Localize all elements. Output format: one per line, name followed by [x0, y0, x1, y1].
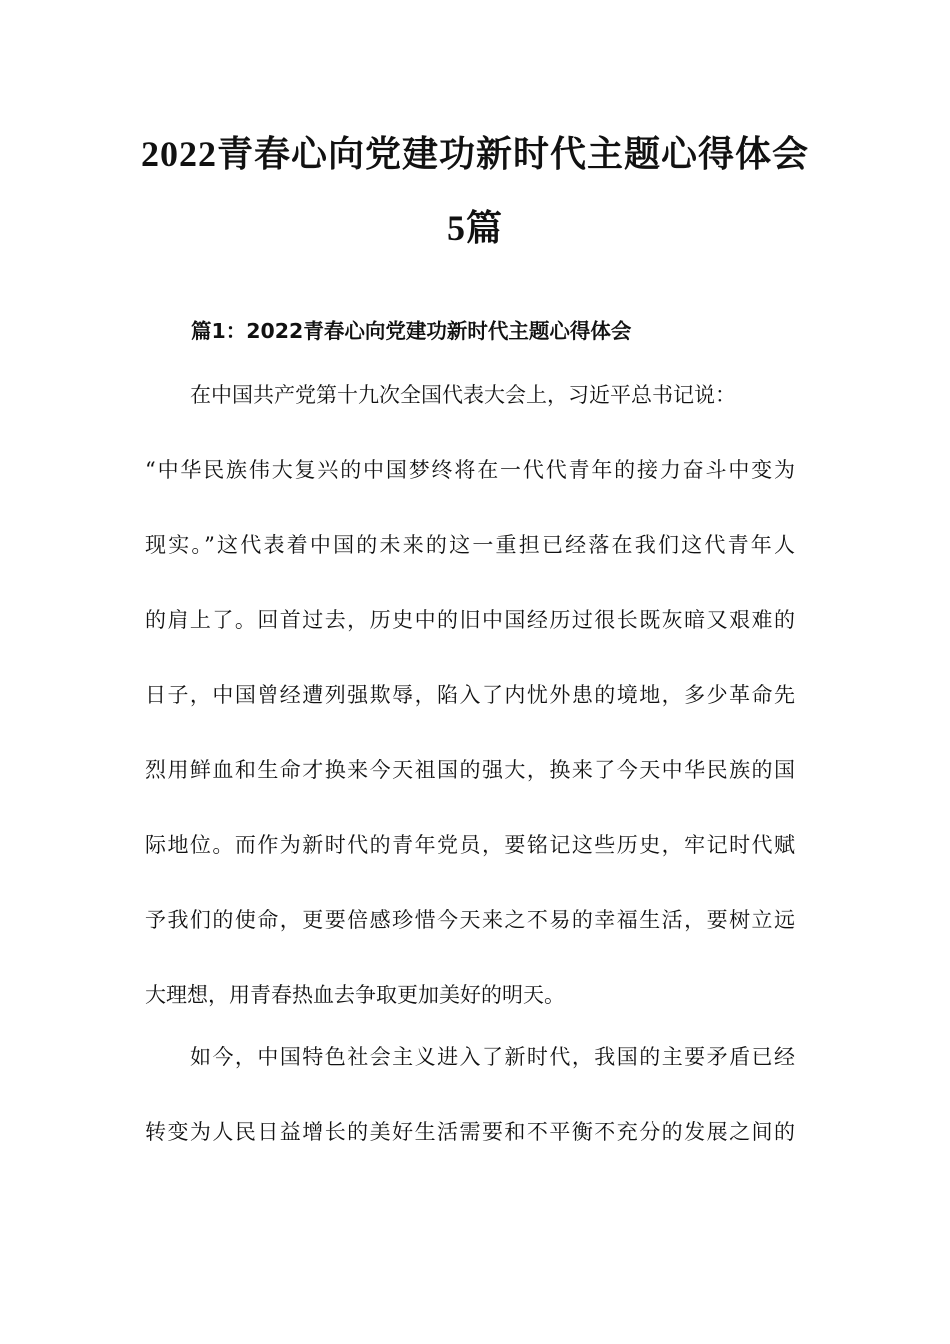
paragraph-1-line-3: 现实。”这代表着中国的未来的这一重担已经落在我们这代青年人: [145, 533, 795, 557]
paragraph-1-line-9: 大理想，用青春热血去争取更加美好的明天。: [145, 983, 565, 1007]
document-title-line1: 2022青春心向党建功新时代主题心得体会: [140, 134, 809, 174]
paragraph-1-line-6: 烈用鲜血和生命才换来今天祖国的强大，换来了今天中华民族的国: [145, 758, 795, 782]
paragraph-1-line-7: 际地位。而作为新时代的青年党员，要铭记这些历史，牢记时代赋: [145, 833, 795, 857]
paragraph-1-line-4: 的肩上了。回首过去，历史中的旧中国经历过很长既灰暗又艰难的: [145, 608, 795, 632]
paragraph-1-line-2: “中华民族伟大复兴的中国梦终将在一代代青年的接力奋斗中变为: [145, 458, 795, 482]
paragraph-1-line-8: 予我们的使命，更要倍感珍惜今天来之不易的幸福生活，要树立远: [145, 908, 795, 932]
paragraph-1-line-1: 在中国共产党第十九次全国代表大会上，习近平总书记说：: [190, 383, 736, 407]
section-heading: 篇1：2022青春心向党建功新时代主题心得体会: [191, 319, 632, 343]
document-title-line2: 5篇: [446, 208, 503, 248]
paragraph-2-line-2: 转变为人民日益增长的美好生活需要和不平衡不充分的发展之间的: [145, 1120, 795, 1144]
paragraph-2-line-1: 如今，中国特色社会主义进入了新时代，我国的主要矛盾已经: [190, 1045, 795, 1069]
paragraph-1-line-5: 日子，中国曾经遭列强欺辱，陷入了内忧外患的境地，多少革命先: [145, 683, 795, 707]
